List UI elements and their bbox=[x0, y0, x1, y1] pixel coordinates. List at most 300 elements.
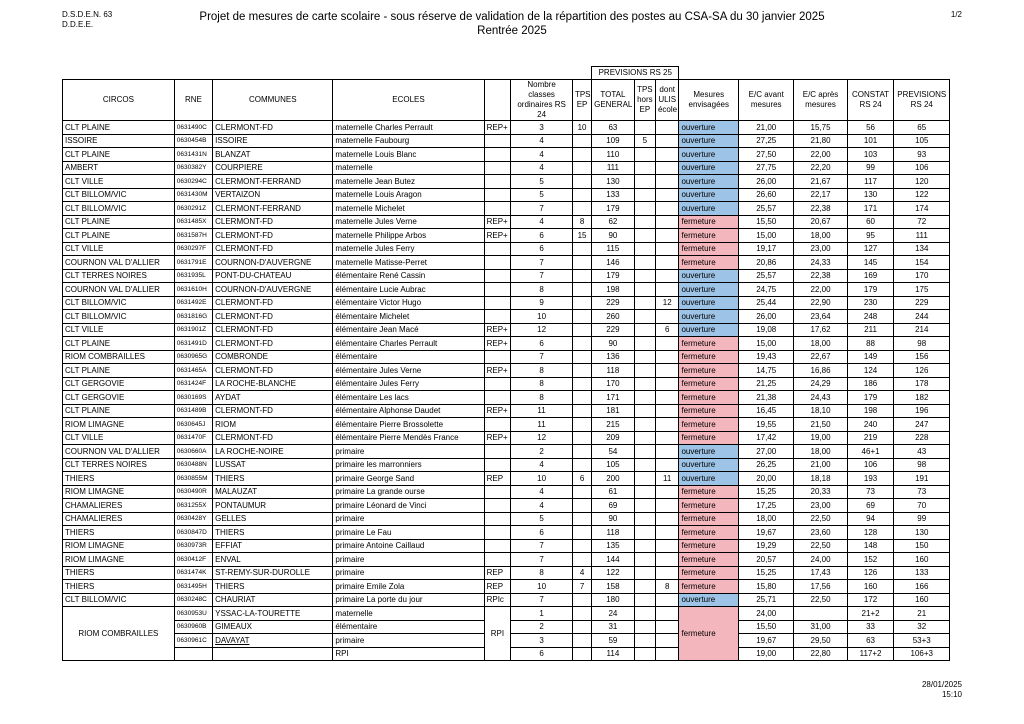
cell-ecole: maternelle Jules Ferry bbox=[333, 242, 484, 256]
cell-ulis bbox=[655, 512, 678, 526]
cell-tps-hors bbox=[634, 323, 655, 337]
col-ecoles: ECOLES bbox=[333, 80, 484, 121]
table-row bbox=[63, 566, 950, 580]
cell-ec-avant: 18,00 bbox=[739, 512, 794, 526]
cell-ep bbox=[484, 418, 511, 432]
cell-tps-ep bbox=[572, 188, 591, 202]
cell-mesure: fermeture bbox=[679, 553, 739, 567]
cell-nb-classes: 4 bbox=[511, 148, 573, 162]
cell-rne: 0630294C bbox=[174, 175, 212, 189]
cell-tps-hors bbox=[634, 283, 655, 297]
cell-commune: CLERMONT-FD bbox=[213, 242, 333, 256]
cell-tps-ep: 6 bbox=[572, 472, 591, 486]
cell-total: 24 bbox=[592, 607, 635, 621]
cell-tps-hors bbox=[634, 391, 655, 405]
cell-total: 146 bbox=[592, 256, 635, 270]
cell-ec-apres: 17,43 bbox=[794, 566, 847, 580]
cell-total: 63 bbox=[592, 121, 635, 135]
cell-tps-ep bbox=[572, 499, 591, 513]
cell-ep bbox=[484, 485, 511, 499]
cell-rne: 0631610H bbox=[174, 283, 212, 297]
cell-ep bbox=[484, 134, 511, 148]
cell-ec-apres: 18,10 bbox=[794, 404, 847, 418]
cell-tps-ep: 8 bbox=[572, 215, 591, 229]
cell-rne: 0631424F bbox=[174, 377, 212, 391]
table-row bbox=[63, 296, 950, 310]
cell-commune: VERTAIZON bbox=[213, 188, 333, 202]
cell-total: 90 bbox=[592, 229, 635, 243]
cell-previsions: 178 bbox=[894, 377, 950, 391]
cell-ulis bbox=[655, 364, 678, 378]
cell-circo: CLT PLAINE bbox=[63, 337, 175, 351]
cell-mesure: ouverture bbox=[679, 310, 739, 324]
table-row bbox=[63, 553, 950, 567]
cell-mesure: fermeture bbox=[679, 404, 739, 418]
table-row bbox=[63, 310, 950, 324]
cell-mesure: fermeture bbox=[679, 350, 739, 364]
cell-constat: 145 bbox=[847, 256, 894, 270]
document-title: Projet de mesures de carte scolaire - sous réserve de validation de la répartition des postes au CSA-SA du 30 janvier 2025 bbox=[199, 11, 825, 23]
table-row bbox=[63, 323, 950, 337]
cell-nb-classes: 3 bbox=[511, 121, 573, 135]
cell-constat: 101 bbox=[847, 134, 894, 148]
cell-ec-avant: 25,57 bbox=[739, 202, 794, 216]
cell-ecole: élémentaire Pierre Brossolette bbox=[333, 418, 484, 432]
cell-constat: 95 bbox=[847, 229, 894, 243]
cell-previsions: 126 bbox=[894, 364, 950, 378]
cell-constat: 240 bbox=[847, 418, 894, 432]
cell-ep: RPIc bbox=[484, 593, 511, 607]
cell-mesure: fermeture bbox=[679, 337, 739, 351]
cell-ep bbox=[484, 539, 511, 553]
cell-rne: 0630297F bbox=[174, 242, 212, 256]
cell-constat: 169 bbox=[847, 269, 894, 283]
cell-ep: REP+ bbox=[484, 364, 511, 378]
cell-previsions: 133 bbox=[894, 566, 950, 580]
cell-ecole: primaire Le Fau bbox=[333, 526, 484, 540]
cell-ecole: élémentaire Les lacs bbox=[333, 391, 484, 405]
cell-mesure: ouverture bbox=[679, 445, 739, 459]
cell-tps-ep bbox=[572, 431, 591, 445]
cell-previsions: 32 bbox=[894, 620, 950, 634]
cell-ep: REP+ bbox=[484, 215, 511, 229]
cell-circo: CLT PLAINE bbox=[63, 229, 175, 243]
col-tps-hors: TPS hors EP bbox=[634, 80, 655, 121]
cell-tps-ep bbox=[572, 202, 591, 216]
cell-mesure: fermeture bbox=[679, 580, 739, 594]
cell-total: 90 bbox=[592, 512, 635, 526]
cell-ulis bbox=[655, 242, 678, 256]
cell-circo: CLT BILLOM/VIC bbox=[63, 202, 175, 216]
cell-ec-avant: 16,45 bbox=[739, 404, 794, 418]
cell-nb-classes: 5 bbox=[511, 512, 573, 526]
cell-ep bbox=[484, 296, 511, 310]
column-header-row bbox=[63, 80, 950, 121]
table-row bbox=[63, 512, 950, 526]
cell-nb-classes: 7 bbox=[511, 593, 573, 607]
cell-circo: COURNON VAL D'ALLIER bbox=[63, 445, 175, 459]
cell-ep: REP+ bbox=[484, 229, 511, 243]
cell-tps-hors bbox=[634, 377, 655, 391]
cell-ecole: maternelle Louis Blanc bbox=[333, 148, 484, 162]
cell-nb-classes: 8 bbox=[511, 391, 573, 405]
cell-constat: 60 bbox=[847, 215, 894, 229]
group-header-row bbox=[63, 67, 950, 80]
cell-total: 110 bbox=[592, 148, 635, 162]
cell-ecole: primaire bbox=[333, 512, 484, 526]
cell-mesure: ouverture bbox=[679, 296, 739, 310]
cell-ulis bbox=[655, 499, 678, 513]
cell-tps-hors bbox=[634, 472, 655, 486]
cell-ulis bbox=[655, 337, 678, 351]
cell-ecole: maternelle Jean Butez bbox=[333, 175, 484, 189]
col-tps-ep: TPS EP bbox=[572, 80, 591, 121]
cell-circo: ISSOIRE bbox=[63, 134, 175, 148]
cell-ulis bbox=[655, 647, 678, 661]
cell-ec-apres: 20,67 bbox=[794, 215, 847, 229]
cell-nb-classes: 12 bbox=[511, 431, 573, 445]
cell-circo: CLT PLAINE bbox=[63, 404, 175, 418]
header-org bbox=[62, 10, 112, 30]
cell-rne: 0631489B bbox=[174, 404, 212, 418]
cell-ec-avant: 19,29 bbox=[739, 539, 794, 553]
cell-circo: CLT PLAINE bbox=[63, 148, 175, 162]
cell-ep: REP+ bbox=[484, 404, 511, 418]
cell-tps-ep bbox=[572, 337, 591, 351]
cell-total: 130 bbox=[592, 175, 635, 189]
cell-tps-ep bbox=[572, 526, 591, 540]
cell-mesure: ouverture bbox=[679, 175, 739, 189]
cell-ulis bbox=[655, 526, 678, 540]
cell-rne: 0631935L bbox=[174, 269, 212, 283]
table-row bbox=[63, 580, 950, 594]
cell-ec-apres: 18,00 bbox=[794, 229, 847, 243]
cell-ecole: élémentaire bbox=[333, 620, 484, 634]
group-header-previsions: PREVISIONS RS 25 bbox=[592, 67, 679, 80]
cell-ulis bbox=[655, 418, 678, 432]
cell-previsions: 247 bbox=[894, 418, 950, 432]
cell-tps-hors bbox=[634, 566, 655, 580]
cell-ulis bbox=[655, 391, 678, 405]
cell-ulis bbox=[655, 229, 678, 243]
col-previsions: PREVISIONS RS 24 bbox=[894, 80, 950, 121]
cell-ep: REP bbox=[484, 472, 511, 486]
cell-previsions: 160 bbox=[894, 593, 950, 607]
cell-ulis bbox=[655, 377, 678, 391]
cell-previsions: 130 bbox=[894, 526, 950, 540]
cell-tps-hors bbox=[634, 647, 655, 661]
cell-ec-apres: 23,64 bbox=[794, 310, 847, 324]
cell-commune: CLERMONT-FD bbox=[213, 323, 333, 337]
cell-ec-apres: 15,75 bbox=[794, 121, 847, 135]
cell-ulis bbox=[655, 566, 678, 580]
cell-ulis bbox=[655, 539, 678, 553]
table-row bbox=[63, 269, 950, 283]
cell-nb-classes: 4 bbox=[511, 485, 573, 499]
cell-circo: CHAMALIERES bbox=[63, 512, 175, 526]
cell-circo: CLT PLAINE bbox=[63, 215, 175, 229]
cell-ec-apres: 19,00 bbox=[794, 431, 847, 445]
cell-tps-hors bbox=[634, 337, 655, 351]
cell-ep bbox=[484, 175, 511, 189]
cell-mesure: fermeture bbox=[679, 566, 739, 580]
col-mesures: Mesures envisagées bbox=[679, 80, 739, 121]
cell-ep bbox=[484, 256, 511, 270]
cell-tps-ep bbox=[572, 323, 591, 337]
cell-tps-ep bbox=[572, 283, 591, 297]
cell-ec-avant: 27,75 bbox=[739, 161, 794, 175]
cell-nb-classes: 12 bbox=[511, 323, 573, 337]
cell-constat: 73 bbox=[847, 485, 894, 499]
cell-previsions: 99 bbox=[894, 512, 950, 526]
footer-date: 28/01/2025 bbox=[921, 680, 962, 689]
cell-constat: 198 bbox=[847, 404, 894, 418]
cell-total: 133 bbox=[592, 188, 635, 202]
cell-ep bbox=[484, 458, 511, 472]
cell-ec-apres: 22,50 bbox=[794, 593, 847, 607]
cell-tps-ep bbox=[572, 512, 591, 526]
cell-previsions: 134 bbox=[894, 242, 950, 256]
cell-ulis bbox=[655, 485, 678, 499]
cell-ec-apres: 16,86 bbox=[794, 364, 847, 378]
cell-commune: PONTAUMUR bbox=[213, 499, 333, 513]
cell-nb-classes: 7 bbox=[511, 256, 573, 270]
cell-nb-classes: 6 bbox=[511, 242, 573, 256]
cell-commune: ENVAL bbox=[213, 553, 333, 567]
cell-mesure: fermeture bbox=[679, 418, 739, 432]
cell-ecole: élémentaire Jules Ferry bbox=[333, 377, 484, 391]
cell-commune: PONT-DU-CHATEAU bbox=[213, 269, 333, 283]
cell-previsions: 98 bbox=[894, 337, 950, 351]
cell-rne: 0631474K bbox=[174, 566, 212, 580]
table-row bbox=[63, 188, 950, 202]
cell-nb-classes: 8 bbox=[511, 566, 573, 580]
table-row bbox=[63, 134, 950, 148]
cell-tps-ep: 4 bbox=[572, 566, 591, 580]
cell-constat: 33 bbox=[847, 620, 894, 634]
cell-ulis bbox=[655, 148, 678, 162]
cell-tps-ep bbox=[572, 485, 591, 499]
cell-circo: CLT PLAINE bbox=[63, 364, 175, 378]
cell-ep: REP bbox=[484, 566, 511, 580]
cell-mesure: ouverture bbox=[679, 121, 739, 135]
cell-commune: CLERMONT-FD bbox=[213, 364, 333, 378]
cell-nb-classes: 6 bbox=[511, 647, 573, 661]
cell-constat: 186 bbox=[847, 377, 894, 391]
cell-tps-ep bbox=[572, 296, 591, 310]
cell-ecole: primaire Antoine Caillaud bbox=[333, 539, 484, 553]
cell-previsions: 160 bbox=[894, 553, 950, 567]
cell-total: 118 bbox=[592, 526, 635, 540]
cell-total: 144 bbox=[592, 553, 635, 567]
cell-tps-ep bbox=[572, 404, 591, 418]
cell-constat: 117 bbox=[847, 175, 894, 189]
table-row-rpi bbox=[63, 607, 950, 621]
cell-previsions: 244 bbox=[894, 310, 950, 324]
cell-ecole: primaire La porte du jour bbox=[333, 593, 484, 607]
cell-constat: 171 bbox=[847, 202, 894, 216]
footer-time: 15:10 bbox=[941, 690, 962, 699]
cell-ec-avant: 19,55 bbox=[739, 418, 794, 432]
cell-ec-avant: 19,43 bbox=[739, 350, 794, 364]
cell-tps-hors bbox=[634, 499, 655, 513]
cell-tps-ep bbox=[572, 391, 591, 405]
cell-commune: THIERS bbox=[213, 472, 333, 486]
cell-tps-hors: 5 bbox=[634, 134, 655, 148]
table-row bbox=[63, 472, 950, 486]
cell-constat: 248 bbox=[847, 310, 894, 324]
table-row bbox=[63, 377, 950, 391]
cell-ecole: primaire George Sand bbox=[333, 472, 484, 486]
org-line-2: D.D.E.E. bbox=[62, 20, 94, 29]
cell-mesure: ouverture bbox=[679, 283, 739, 297]
page-number: 1/2 bbox=[950, 10, 962, 19]
cell-previsions: 196 bbox=[894, 404, 950, 418]
cell-ecole: maternelle Matisse-Perret bbox=[333, 256, 484, 270]
cell-total: 59 bbox=[592, 634, 635, 648]
cell-nb-classes: 10 bbox=[511, 580, 573, 594]
cell-constat: 130 bbox=[847, 188, 894, 202]
cell-ulis bbox=[655, 134, 678, 148]
cell-constat: 94 bbox=[847, 512, 894, 526]
cell-ecole: élémentaire Victor Hugo bbox=[333, 296, 484, 310]
cell-commune: CLERMONT-FD bbox=[213, 229, 333, 243]
cell-ec-avant: 15,00 bbox=[739, 337, 794, 351]
cell-tps-hors bbox=[634, 296, 655, 310]
cell-constat: 46+1 bbox=[847, 445, 894, 459]
cell-constat: 152 bbox=[847, 553, 894, 567]
cell-rne: 0630412F bbox=[174, 553, 212, 567]
cell-ep bbox=[484, 202, 511, 216]
cell-ep bbox=[484, 512, 511, 526]
cell-ec-apres: 21,50 bbox=[794, 418, 847, 432]
cell-previsions: 93 bbox=[894, 148, 950, 162]
cell-circo: CLT TERRES NOIRES bbox=[63, 458, 175, 472]
cell-tps-ep bbox=[572, 539, 591, 553]
cell-ulis bbox=[655, 175, 678, 189]
cell-tps-ep bbox=[572, 593, 591, 607]
cell-ec-apres: 21,00 bbox=[794, 458, 847, 472]
cell-rne: 0631587H bbox=[174, 229, 212, 243]
cell-nb-classes: 3 bbox=[511, 634, 573, 648]
cell-ulis: 12 bbox=[655, 296, 678, 310]
cell-ep bbox=[484, 499, 511, 513]
cell-ec-apres: 22,90 bbox=[794, 296, 847, 310]
cell-previsions: 21 bbox=[894, 607, 950, 621]
cell-constat: 128 bbox=[847, 526, 894, 540]
cell-previsions: 170 bbox=[894, 269, 950, 283]
cell-ep bbox=[484, 148, 511, 162]
cell-ecole: maternelle bbox=[333, 607, 484, 621]
cell-mesure: fermeture bbox=[679, 431, 739, 445]
cell-rne: 0631470F bbox=[174, 431, 212, 445]
cell-mesure: ouverture bbox=[679, 472, 739, 486]
cell-ep: RPI bbox=[484, 607, 511, 661]
cell-ep bbox=[484, 445, 511, 459]
cell-nb-classes: 11 bbox=[511, 418, 573, 432]
cell-previsions: 174 bbox=[894, 202, 950, 216]
cell-tps-ep bbox=[572, 418, 591, 432]
cell-nb-classes: 6 bbox=[511, 337, 573, 351]
cell-total: 200 bbox=[592, 472, 635, 486]
cell-ec-avant: 20,00 bbox=[739, 472, 794, 486]
cell-total: 62 bbox=[592, 215, 635, 229]
cell-ecole: primaire Emile Zola bbox=[333, 580, 484, 594]
table-row bbox=[63, 445, 950, 459]
cell-ulis: 11 bbox=[655, 472, 678, 486]
cell-rne: 0631492E bbox=[174, 296, 212, 310]
col-total: TOTAL GENERAL bbox=[592, 80, 635, 121]
cell-circo: CLT VILLE bbox=[63, 323, 175, 337]
cell-nb-classes: 6 bbox=[511, 526, 573, 540]
cell-ec-apres: 22,00 bbox=[794, 148, 847, 162]
cell-nb-classes: 4 bbox=[511, 161, 573, 175]
cell-tps-ep bbox=[572, 350, 591, 364]
cell-constat: 148 bbox=[847, 539, 894, 553]
cell-ep bbox=[484, 350, 511, 364]
cell-tps-ep bbox=[572, 256, 591, 270]
cell-commune: CHAURIAT bbox=[213, 593, 333, 607]
cell-tps-ep bbox=[572, 148, 591, 162]
cell-ec-apres: 20,33 bbox=[794, 485, 847, 499]
cell-tps-hors bbox=[634, 526, 655, 540]
cell-rne: 0630965G bbox=[174, 350, 212, 364]
cell-ep bbox=[484, 283, 511, 297]
cell-ep bbox=[484, 269, 511, 283]
cell-ec-avant: 26,00 bbox=[739, 175, 794, 189]
cell-commune: COURNON-D'AUVERGNE bbox=[213, 256, 333, 270]
table-row bbox=[63, 539, 950, 553]
cell-ec-avant: 26,25 bbox=[739, 458, 794, 472]
cell-total: 179 bbox=[592, 269, 635, 283]
cell-total: 180 bbox=[592, 593, 635, 607]
cell-ecole: primaire bbox=[333, 566, 484, 580]
cell-ep bbox=[484, 188, 511, 202]
cell-mesure: fermeture bbox=[679, 499, 739, 513]
cell-ep: REP+ bbox=[484, 121, 511, 135]
cell-total: 118 bbox=[592, 364, 635, 378]
table-row bbox=[63, 458, 950, 472]
cell-ec-apres: 22,00 bbox=[794, 283, 847, 297]
cell-constat: 88 bbox=[847, 337, 894, 351]
cell-rne: 0631816G bbox=[174, 310, 212, 324]
cell-circo: THIERS bbox=[63, 566, 175, 580]
cell-commune: COMBRONDE bbox=[213, 350, 333, 364]
cell-tps-hors bbox=[634, 148, 655, 162]
cell-nb-classes: 8 bbox=[511, 283, 573, 297]
cell-circo: CLT VILLE bbox=[63, 175, 175, 189]
cell-previsions: 166 bbox=[894, 580, 950, 594]
cell-previsions: 65 bbox=[894, 121, 950, 135]
cell-total: 158 bbox=[592, 580, 635, 594]
cell-circo: CLT BILLOM/VIC bbox=[63, 188, 175, 202]
cell-ec-avant: 19,00 bbox=[739, 647, 794, 661]
cell-rne: 0630382Y bbox=[174, 161, 212, 175]
cell-constat: 21+2 bbox=[847, 607, 894, 621]
cell-commune: ST-REMY-SUR-DUROLLE bbox=[213, 566, 333, 580]
cell-tps-hors bbox=[634, 634, 655, 648]
cell-ulis bbox=[655, 161, 678, 175]
cell-ec-avant: 15,50 bbox=[739, 215, 794, 229]
cell-tps-ep bbox=[572, 364, 591, 378]
cell-ep bbox=[484, 377, 511, 391]
cell-rne: 0631791E bbox=[174, 256, 212, 270]
cell-nb-classes: 5 bbox=[511, 188, 573, 202]
cell-tps-hors bbox=[634, 215, 655, 229]
cell-mesure: ouverture bbox=[679, 188, 739, 202]
table-row bbox=[63, 350, 950, 364]
cell-ep bbox=[484, 526, 511, 540]
